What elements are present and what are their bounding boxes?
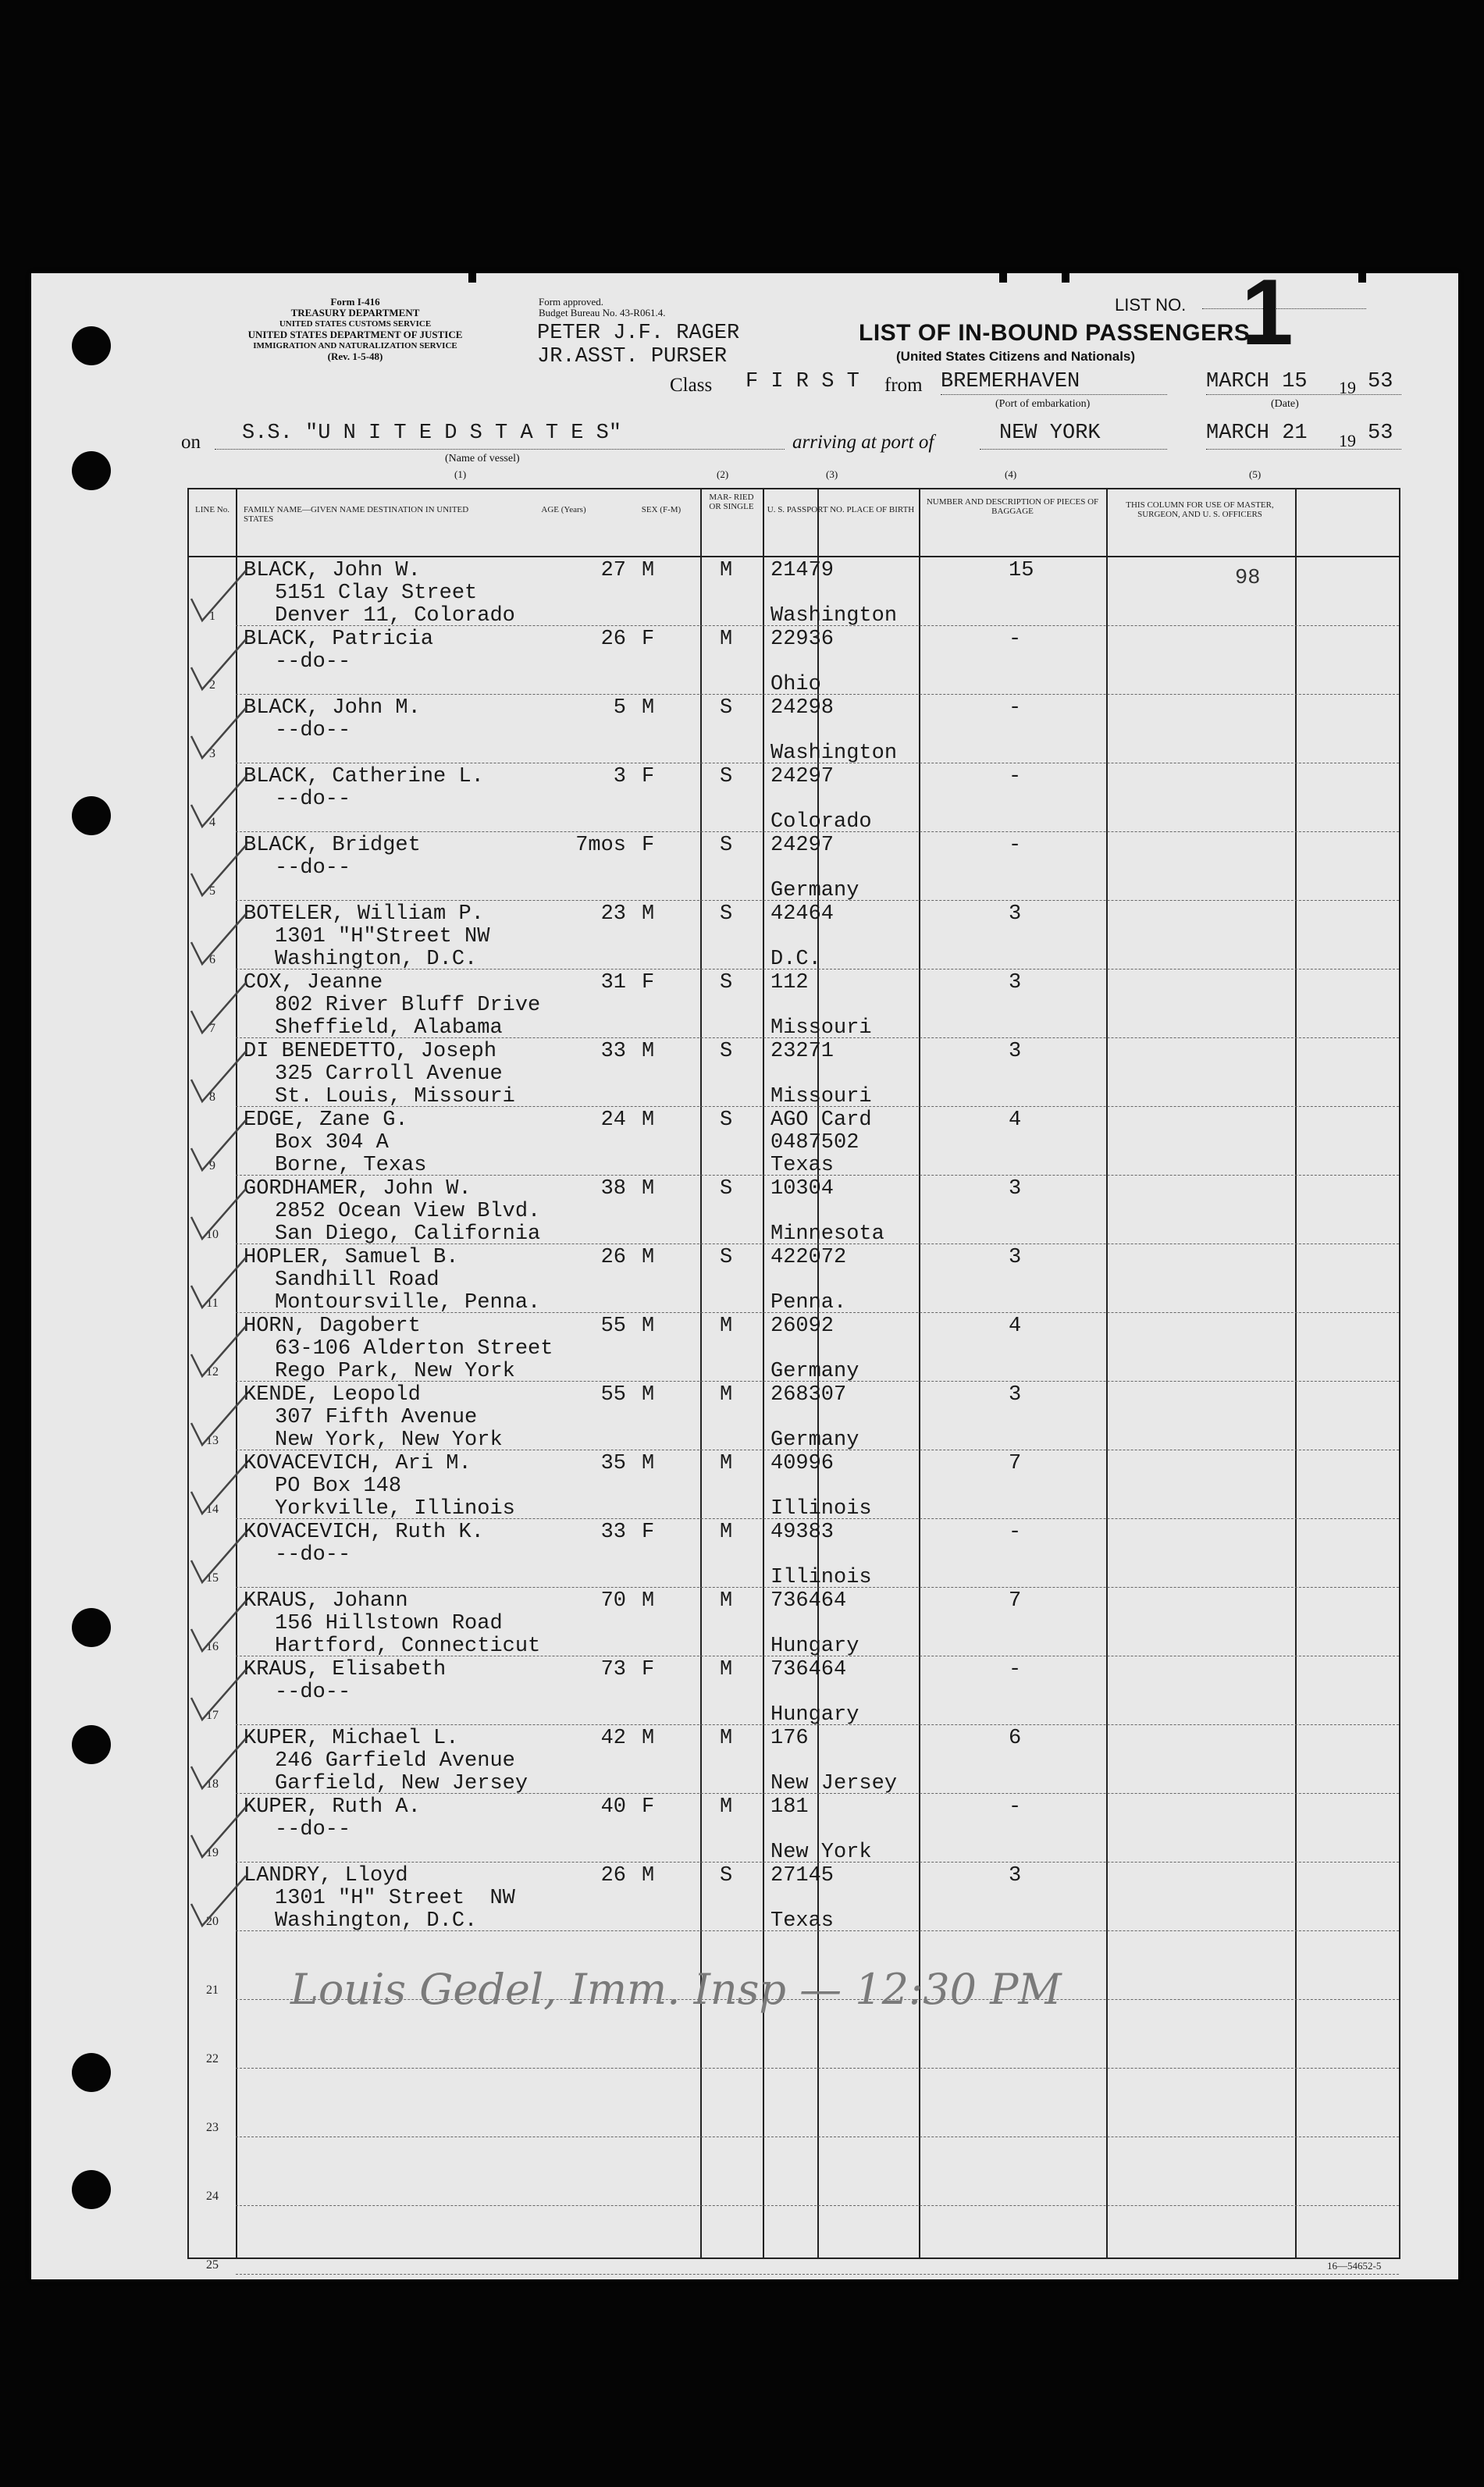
passenger-destination: --do-- (275, 1543, 351, 1567)
passenger-destination: 246 Garfield Avenue Garfield, New Jersey (275, 1749, 528, 1795)
treasury-label: TREASURY DEPARTMENT (290, 307, 420, 318)
passenger-age: 3 (613, 765, 626, 788)
check-mark (185, 1537, 247, 1592)
passenger-name: COX, Jeanne (244, 971, 383, 994)
place-of-birth: Hungary (770, 1703, 859, 1727)
place-of-birth: Minnesota (770, 1222, 884, 1246)
passenger-name: DI BENEDETTO, Joseph (244, 1040, 497, 1063)
passenger-destination: 1301 "H" Street NW Washington, D.C. (275, 1887, 515, 1933)
col-num-1: (1) (454, 468, 467, 480)
passenger-sex: F (642, 1521, 655, 1544)
passenger-destination: 802 River Bluff Drive Sheffield, Alabama (275, 994, 541, 1040)
page-subtitle: (United States Citizens and Nationals) (896, 349, 1136, 364)
passenger-name: EDGE, Zane G. (244, 1108, 408, 1132)
check-mark (185, 1606, 247, 1660)
col-header-name: FAMILY NAME—GIVEN NAME DESTINATION IN UNITED STATES (244, 505, 469, 524)
passenger-destination: --do-- (275, 719, 351, 742)
passport-number: 40996 (770, 1452, 835, 1475)
table-row (189, 560, 1399, 628)
list-number: 1 (1241, 260, 1294, 365)
passenger-marital: M (720, 628, 733, 651)
port-embarkation: BREMERHAVEN (941, 370, 1080, 393)
passport-number: 181 (770, 1795, 809, 1819)
passenger-name: BOTELER, William P. (244, 902, 484, 926)
passenger-sex: M (642, 696, 655, 720)
baggage-count: 7 (1009, 1452, 1022, 1475)
passenger-destination: 63-106 Alderton Street Rego Park, New York (275, 1337, 553, 1383)
passport-number: 23271 (770, 1040, 835, 1063)
passenger-marital: S (720, 902, 733, 926)
passport-number: 42464 (770, 902, 835, 926)
col-num-2: (2) (717, 468, 729, 480)
passport-number: 422072 (770, 1246, 847, 1269)
place-of-birth: Illinois (770, 1566, 872, 1589)
punch-hole (72, 796, 111, 835)
baggage-count: 6 (1009, 1727, 1022, 1750)
passenger-age: 33 (600, 1521, 626, 1544)
place-of-birth: Germany (770, 879, 859, 902)
baggage-count: 3 (1009, 1246, 1022, 1269)
passenger-sex: M (642, 1452, 655, 1475)
baggage-count: - (1009, 696, 1022, 720)
passenger-marital: M (720, 1315, 733, 1338)
passenger-name: BLACK, John M. (244, 696, 421, 720)
passenger-age: 26 (600, 628, 626, 651)
place-of-birth: Penna. (770, 1291, 847, 1315)
line-number: 22 (206, 2052, 219, 2065)
passport-number: 268307 (770, 1383, 847, 1407)
passenger-marital: M (720, 1521, 733, 1544)
passport-number: 736464 (770, 1589, 847, 1613)
passenger-name: KUPER, Ruth A. (244, 1795, 421, 1819)
check-mark (185, 1262, 247, 1317)
passenger-marital: M (720, 1383, 733, 1407)
check-mark (185, 1056, 247, 1111)
line-number: 21 (206, 1984, 219, 1997)
passenger-marital: S (720, 1864, 733, 1887)
line-number: 25 (206, 2258, 219, 2272)
passport-number: 24297 (770, 834, 835, 857)
table-row (189, 766, 1399, 834)
line-number: 1 (209, 610, 215, 623)
passenger-age: 40 (600, 1795, 626, 1819)
line-number: 8 (209, 1091, 215, 1104)
passenger-name: HOPLER, Samuel B. (244, 1246, 459, 1269)
table-row (189, 1659, 1399, 1727)
approval-block (539, 297, 665, 318)
check-mark (185, 1880, 247, 1935)
baggage-count: 3 (1009, 971, 1022, 994)
punch-hole (72, 451, 111, 490)
passenger-sex: M (642, 1864, 655, 1887)
year2-prefix: 19 (1339, 431, 1356, 450)
table-row (189, 628, 1399, 697)
baggage-count: 4 (1009, 1108, 1022, 1132)
line-number: 5 (209, 884, 215, 898)
passenger-age: 73 (600, 1658, 626, 1681)
check-mark (185, 575, 247, 630)
passenger-sex: M (642, 1246, 655, 1269)
punch-hole (72, 2170, 111, 2209)
passenger-age: 38 (600, 1177, 626, 1201)
year1: 53 (1368, 370, 1393, 393)
line-number: 2 (209, 678, 215, 692)
check-mark (185, 1812, 247, 1866)
baggage-count: 4 (1009, 1315, 1022, 1338)
place-of-birth: Washington (770, 742, 898, 765)
punch-hole (72, 326, 111, 365)
passenger-destination: --do-- (275, 788, 351, 811)
place-of-birth: Hungary (770, 1635, 859, 1658)
vessel-line (215, 449, 785, 450)
table-row (189, 1384, 1399, 1453)
place-of-birth: Texas (770, 1909, 835, 1933)
class-label: Class (670, 375, 713, 396)
date-line (1206, 394, 1401, 395)
passenger-age: 33 (600, 1040, 626, 1063)
embark-caption: (Port of embarkation) (995, 398, 1091, 410)
check-mark (185, 1125, 247, 1179)
table-row (189, 1590, 1399, 1659)
baggage-count: - (1009, 765, 1022, 788)
passenger-sex: M (642, 1315, 655, 1338)
passport-number: 27145 (770, 1864, 835, 1887)
baggage-count: 3 (1009, 902, 1022, 926)
col-header-married: MAR- RIED OR SINGLE (709, 493, 754, 511)
punch-hole (72, 1725, 111, 1764)
passenger-marital: M (720, 1452, 733, 1475)
inspector-signature (290, 1957, 1383, 2035)
passport-number: 24297 (770, 765, 835, 788)
table-row (189, 1453, 1399, 1521)
arrival-date-line (1206, 449, 1401, 450)
line-number: 17 (206, 1709, 219, 1722)
baggage-count: - (1009, 628, 1022, 651)
check-mark (185, 1400, 247, 1454)
passenger-marital: M (720, 1795, 733, 1819)
passenger-destination: 5151 Clay Street Denver 11, Colorado (275, 582, 515, 628)
passenger-destination: PO Box 148 Yorkville, Illinois (275, 1475, 515, 1521)
col-num-4: (4) (1005, 468, 1017, 480)
place-of-birth: Texas (770, 1154, 835, 1177)
line-number: 10 (206, 1228, 219, 1241)
check-mark (185, 781, 247, 836)
passenger-age: 42 (600, 1727, 626, 1750)
list-no-label: LIST NO. (1115, 295, 1187, 315)
passenger-sex: M (642, 1108, 655, 1132)
passenger-name: BLACK, Bridget (244, 834, 421, 857)
vessel-caption: (Name of vessel) (445, 453, 520, 464)
table-row (189, 1247, 1399, 1315)
arriving-label: arriving at port of (792, 432, 934, 453)
passenger-name: KOVACEVICH, Ari M. (244, 1452, 472, 1475)
passenger-marital: M (720, 559, 733, 582)
line-number: 12 (206, 1365, 219, 1379)
passenger-name: HORN, Dagobert (244, 1315, 421, 1338)
passenger-destination: Sandhill Road Montoursville, Penna. (275, 1268, 541, 1315)
passenger-age: 26 (600, 1864, 626, 1887)
embark-line (941, 394, 1167, 395)
passenger-marital: S (720, 834, 733, 857)
place-of-birth: Washington (770, 604, 898, 628)
passenger-name: BLACK, Catherine L. (244, 765, 484, 788)
customs-label: UNITED STATES CUSTOMS SERVICE (279, 319, 432, 329)
page-title: LIST OF IN-BOUND PASSENGERS (859, 320, 1251, 346)
year2: 53 (1368, 422, 1393, 445)
col-num-3: (3) (826, 468, 838, 480)
passenger-sex: M (642, 1727, 655, 1750)
purser-name: PETER J.F. RAGER (537, 322, 740, 345)
col-header-officers: THIS COLUMN FOR USE OF MASTER, SURGEON, AND U. S. OFFICERS (1126, 500, 1274, 519)
place-of-birth: Missouri (770, 1016, 872, 1040)
baggage-count: 3 (1009, 1177, 1022, 1201)
place-of-birth: Germany (770, 1429, 859, 1452)
check-mark (185, 644, 247, 699)
passenger-destination: --do-- (275, 1681, 351, 1704)
place-of-birth: New Jersey (770, 1772, 898, 1795)
approved-label: Form approved. (539, 296, 604, 308)
place-of-birth: Colorado (770, 810, 872, 834)
baggage-count: 15 (1009, 559, 1034, 582)
passenger-sex: M (642, 559, 655, 582)
place-of-birth: D.C. (770, 948, 821, 971)
place-of-birth: Illinois (770, 1497, 872, 1521)
passenger-age: 24 (600, 1108, 626, 1132)
date-caption: (Date) (1271, 398, 1299, 410)
signature-text: Louis Gedel, Imm. Insp — 12:30 PM (290, 1965, 1062, 2014)
passport-number: 49383 (770, 1521, 835, 1544)
passport-number: 10304 (770, 1177, 835, 1201)
arrival-port: NEW YORK (999, 422, 1101, 445)
passenger-age: 27 (600, 559, 626, 582)
passenger-destination: 156 Hillstown Road Hartford, Connecticut (275, 1612, 541, 1658)
passenger-marital: M (720, 1658, 733, 1681)
passenger-age: 26 (600, 1246, 626, 1269)
line-number: 24 (206, 2190, 219, 2203)
passenger-name: LANDRY, Lloyd (244, 1864, 408, 1887)
table-row (189, 1865, 1399, 1934)
line-number: 7 (209, 1022, 215, 1035)
passenger-sex: M (642, 1589, 655, 1613)
passport-number: 736464 (770, 1658, 847, 1681)
line-number: 3 (209, 747, 215, 760)
col-header-baggage: NUMBER AND DESCRIPTION OF PIECES OF BAGGAGE (926, 497, 1099, 516)
passenger-sex: M (642, 902, 655, 926)
passenger-sex: F (642, 765, 655, 788)
row-divider (236, 2205, 1399, 2206)
check-mark (185, 1468, 247, 1523)
table-row (189, 834, 1399, 903)
passenger-marital: M (720, 1589, 733, 1613)
table-row (189, 1521, 1399, 1590)
line-number: 14 (206, 1503, 219, 1516)
table-row (189, 1041, 1399, 1109)
passport-number: 26092 (770, 1315, 835, 1338)
line-number: 23 (206, 2121, 219, 2134)
sheet-tab (468, 273, 476, 283)
passenger-sex: F (642, 1795, 655, 1819)
passenger-destination: --do-- (275, 650, 351, 674)
row-divider (236, 2068, 1399, 2069)
table-row (189, 1109, 1399, 1178)
passenger-age: 5 (613, 696, 626, 720)
sheet-tab (999, 273, 1007, 283)
row-divider (236, 2274, 1399, 2275)
passport-number: 22936 (770, 628, 835, 651)
budget-label: Budget Bureau No. 43-R061.4. (539, 307, 666, 318)
check-mark (185, 1194, 247, 1248)
from-label: from (884, 375, 923, 396)
passenger-name: GORDHAMER, John W. (244, 1177, 472, 1201)
baggage-count: 7 (1009, 1589, 1022, 1613)
arrival-line (980, 449, 1167, 450)
passenger-age: 31 (600, 971, 626, 994)
line-number: 19 (206, 1846, 219, 1859)
passport-number: 176 (770, 1727, 809, 1750)
baggage-count: - (1009, 834, 1022, 857)
passenger-name: BLACK, John W. (244, 559, 421, 582)
place-of-birth: Ohio (770, 673, 821, 696)
passport-number: AGO Card 0487502 (770, 1108, 872, 1155)
col-header-age: AGE (Years) (541, 505, 586, 514)
embark-date: MARCH 15 (1206, 370, 1308, 393)
passenger-marital: M (720, 1727, 733, 1750)
table-row (189, 1727, 1399, 1796)
check-mark (185, 713, 247, 767)
passenger-sex: F (642, 1658, 655, 1681)
form-number: Form I-416 (330, 296, 380, 308)
check-mark (185, 1674, 247, 1729)
passenger-marital: S (720, 971, 733, 994)
passenger-destination: 2852 Ocean View Blvd. San Diego, California (275, 1200, 541, 1246)
passenger-marital: S (720, 765, 733, 788)
line-number: 15 (206, 1571, 219, 1585)
passenger-destination: 307 Fifth Avenue New York, New York (275, 1406, 503, 1452)
header-divider (189, 556, 1399, 557)
table-row (189, 1315, 1399, 1384)
passenger-sex: M (642, 1383, 655, 1407)
officer-note: 98 (1235, 567, 1261, 590)
passenger-marital: S (720, 1246, 733, 1269)
baggage-count: 3 (1009, 1864, 1022, 1887)
arrival-date: MARCH 21 (1206, 422, 1308, 445)
form-code: 16—54652-5 (1327, 2260, 1382, 2272)
passport-number: 21479 (770, 559, 835, 582)
passenger-name: KUPER, Michael L. (244, 1727, 459, 1750)
passenger-age: 23 (600, 902, 626, 926)
vessel-name: S.S. "U N I T E D S T A T E S" (242, 422, 622, 445)
line-number: 4 (209, 816, 215, 829)
table-row (189, 972, 1399, 1041)
table-row (189, 1178, 1399, 1247)
table-row (189, 1796, 1399, 1865)
passenger-destination: 1301 "H"Street NW Washington, D.C. (275, 925, 490, 971)
baggage-count: 3 (1009, 1383, 1022, 1407)
justice-label: UNITED STATES DEPARTMENT OF JUSTICE (247, 329, 463, 340)
check-mark (185, 1331, 247, 1386)
col-header-sex: SEX (F-M) (641, 505, 682, 514)
col-num-5: (5) (1249, 468, 1262, 480)
sheet-tab (1358, 273, 1366, 283)
passenger-marital: S (720, 1177, 733, 1201)
passenger-name: KOVACEVICH, Ruth K. (244, 1521, 484, 1544)
passport-number: 24298 (770, 696, 835, 720)
baggage-count: - (1009, 1658, 1022, 1681)
passenger-sex: M (642, 1177, 655, 1201)
passenger-sex: F (642, 628, 655, 651)
line-number: 16 (206, 1640, 219, 1653)
line-number: 6 (209, 953, 215, 966)
line-number: 20 (206, 1915, 219, 1928)
place-of-birth: New York (770, 1841, 872, 1864)
check-mark (185, 987, 247, 1042)
form-header-block (180, 297, 531, 362)
passenger-marital: S (720, 696, 733, 720)
baggage-count: 3 (1009, 1040, 1022, 1063)
table-row (189, 697, 1399, 766)
passenger-destination: 325 Carroll Avenue St. Louis, Missouri (275, 1062, 515, 1108)
passenger-destination: --do-- (275, 856, 351, 880)
col-header-passport: U. S. PASSPORT NO. PLACE OF BIRTH (767, 505, 915, 514)
purser-block (537, 322, 739, 368)
passenger-name: KRAUS, Johann (244, 1589, 408, 1613)
line-number: 9 (209, 1159, 215, 1172)
passenger-name: KENDE, Leopold (244, 1383, 421, 1407)
sheet-tab (1062, 273, 1069, 283)
passenger-sex: F (642, 971, 655, 994)
punch-hole (72, 2053, 111, 2092)
passenger-marital: S (720, 1040, 733, 1063)
ins-label: IMMIGRATION AND NATURALIZATION SERVICE (253, 341, 457, 350)
check-mark (185, 1743, 247, 1798)
passenger-destination: Box 304 A Borne, Texas (275, 1131, 427, 1177)
year1-prefix: 19 (1339, 378, 1356, 397)
passenger-age: 7mos (575, 834, 626, 857)
place-of-birth: Missouri (770, 1085, 872, 1108)
check-mark (185, 850, 247, 905)
passport-number: 112 (770, 971, 809, 994)
table-row (189, 903, 1399, 972)
passenger-age: 55 (600, 1383, 626, 1407)
place-of-birth: Germany (770, 1360, 859, 1383)
passenger-sex: M (642, 1040, 655, 1063)
line-number: 11 (206, 1297, 219, 1310)
passenger-age: 70 (600, 1589, 626, 1613)
passenger-marital: S (720, 1108, 733, 1132)
col-header-line-no: LINE No. (195, 505, 230, 514)
baggage-count: - (1009, 1795, 1022, 1819)
passenger-destination: --do-- (275, 1818, 351, 1841)
rev-label: (Rev. 1-5-48) (327, 350, 383, 362)
purser-title: JR.ASST. PURSER (537, 345, 728, 368)
class-value: F I R S T (746, 370, 859, 393)
check-mark (185, 919, 247, 973)
passenger-age: 35 (600, 1452, 626, 1475)
passenger-sex: F (642, 834, 655, 857)
baggage-count: - (1009, 1521, 1022, 1544)
line-number: 13 (206, 1434, 219, 1447)
punch-hole (72, 1608, 111, 1647)
line-number: 18 (206, 1777, 219, 1791)
passenger-name: BLACK, Patricia (244, 628, 434, 651)
on-label: on (181, 432, 201, 453)
passenger-name: KRAUS, Elisabeth (244, 1658, 447, 1681)
passenger-age: 55 (600, 1315, 626, 1338)
